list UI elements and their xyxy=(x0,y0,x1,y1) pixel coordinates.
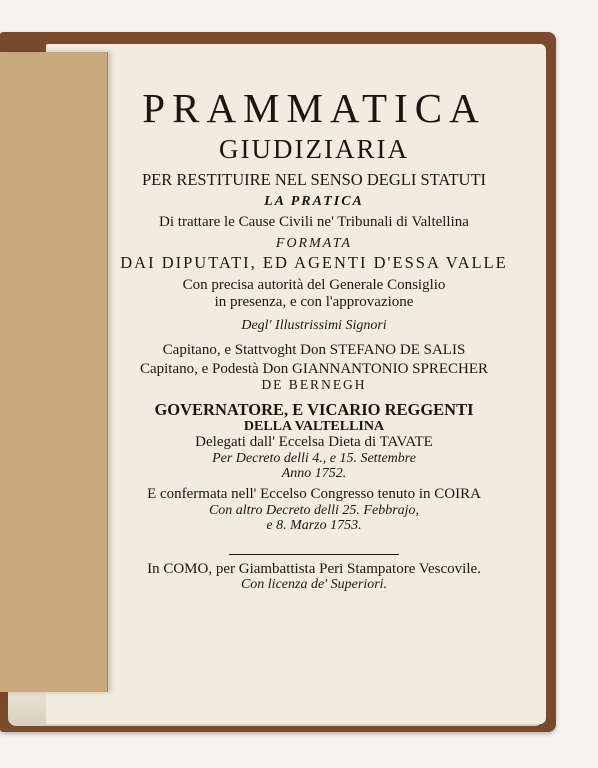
trattare-line: Di trattare le Cause Civili ne' Tribunali di Valtellina xyxy=(159,214,469,231)
valtellina-line: DELLA VALTELLINA xyxy=(243,418,385,434)
governatore-line: GOVERNATORE, E VICARIO REGGENTI xyxy=(154,399,474,419)
capitano-line-2: Capitano, e Podestà Don GIANNANTONIO SPRECHER xyxy=(139,361,489,378)
divider-rule xyxy=(229,554,399,555)
confermata-line: E confermata nell' Eccelso Congresso tenuto in COIRA xyxy=(147,486,481,503)
imprint-line-2: Con licenza de' Superiori. xyxy=(240,577,388,593)
anno-line: Anno 1752. xyxy=(281,466,347,481)
title-line-3: PER RESTITUIRE NEL SENSO DEGLI STATUTI xyxy=(141,169,487,189)
autorita-line-1: Con precisa autorità del Generale Consiglio xyxy=(182,277,446,294)
decreto-line-2: Con altro Decreto delli 25. Febbrajo, xyxy=(208,502,420,518)
decreto-line-1: Per Decreto delli 4., e 15. Settembre xyxy=(212,450,416,466)
paper-flap xyxy=(0,52,108,692)
diputati-line: DAI DIPUTATI, ED AGENTI D'ESSA VALLE xyxy=(120,253,508,273)
bernegh-line: DE BERNEGH xyxy=(261,376,367,392)
delegati-line: Delegati dall' Eccelsa Dieta di TAVATE xyxy=(195,434,433,451)
autorita-line-2: in presenza, e con l'approvazione xyxy=(214,293,414,310)
marzo-line: e 8. Marzo 1753. xyxy=(266,518,362,534)
la-pratica: LA PRATICA xyxy=(264,193,364,209)
title-page-text xyxy=(108,86,520,593)
signori-line: Degl' Illustrissimi Signori xyxy=(241,318,387,334)
capitano-line-1: Capitano, e Stattvoght Don STEFANO DE SALIS xyxy=(162,341,466,358)
imprint-line-1: In COMO, per Giambattista Peri Stampatore Vescovile. xyxy=(147,560,481,577)
formata: FORMATA xyxy=(275,235,353,251)
main-title: PRAMMATICA xyxy=(142,85,486,131)
subtitle: GIUDIZIARIA xyxy=(219,134,409,165)
